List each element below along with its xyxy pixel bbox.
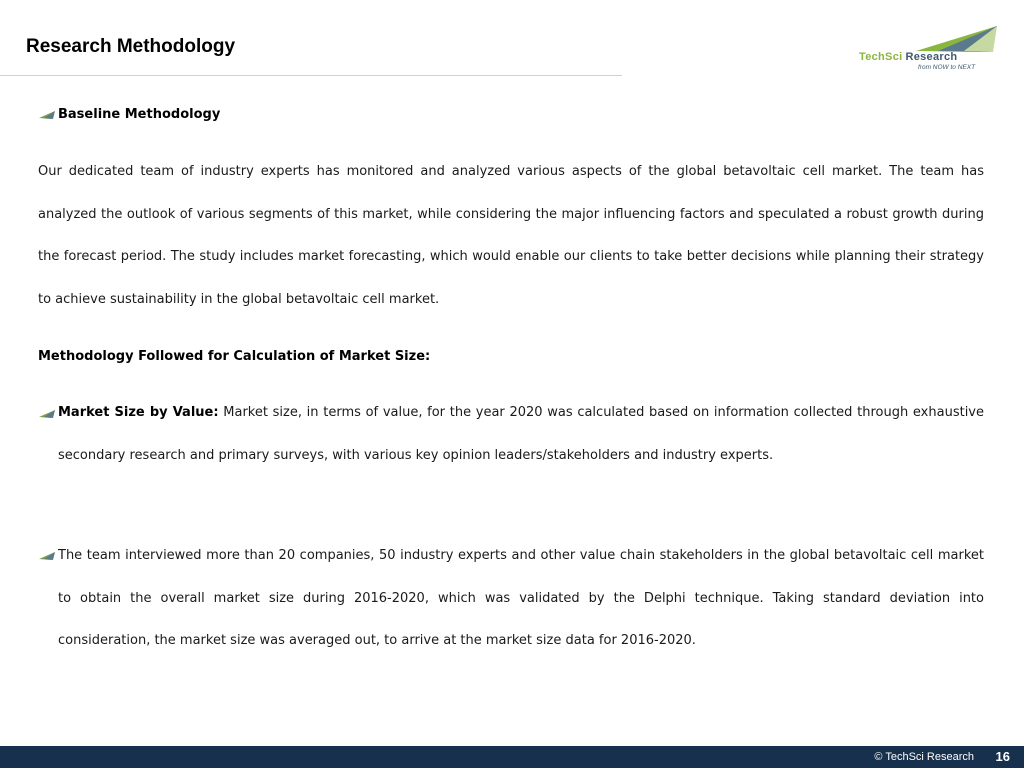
techsci-logo — [856, 24, 1001, 74]
arrow-bullet-icon — [38, 110, 56, 120]
bullet-interviews: The team interviewed more than 20 companies, 50 industry experts and other value chain stakeholders in the global betavoltaic cell market to obtain the overall market size during 2016-2020, which was validated by the Delphi technique. Taking standard deviation into consideration, the market size was averaged out, to arrive at the market size data for 2016-2020. — [58, 548, 984, 649]
baseline-methodology-heading: Baseline Methodology — [58, 107, 221, 122]
arrow-bullet-icon — [38, 551, 56, 561]
bullet-label: Market Size by Value: — [58, 405, 219, 420]
logo-wordmark — [859, 51, 957, 63]
title-divider — [0, 75, 622, 76]
copyright-text: © TechSci Research — [874, 751, 974, 763]
page-number: 16 — [995, 749, 1010, 764]
bullet-text: Market size, in terms of value, for the year 2020 was calculated based on information collected through exhaustive secondary research and primary surveys, with various key opinion leaders/stakeholders and industry experts. — [58, 405, 984, 463]
calculation-heading: Methodology Followed for Calculation of Market Size: — [38, 349, 431, 364]
bullet-market-size-by-value — [58, 392, 984, 477]
logo-tagline: from NOW to NEXT — [918, 64, 976, 71]
page-title: Research Methodology — [26, 36, 236, 57]
arrow-bullet-icon — [38, 409, 56, 419]
logo-brand-part2: Research — [905, 51, 958, 63]
baseline-paragraph: Our dedicated team of industry experts has monitored and analyzed various aspects of the global betavoltaic cell market. The team has analyzed the outlook of various segments of this market, while considering the major influencing factors and speculated a robust growth during the forecast period. The study includes market forecasting, which would enable our clients to take better decisions while planning their strategy to achieve sustainability in the global betavoltaic cell market. — [38, 164, 984, 308]
logo-brand-part1: TechSci — [859, 51, 903, 63]
logo-arrow-icon — [856, 24, 1001, 54]
footer-bar — [0, 746, 1024, 768]
